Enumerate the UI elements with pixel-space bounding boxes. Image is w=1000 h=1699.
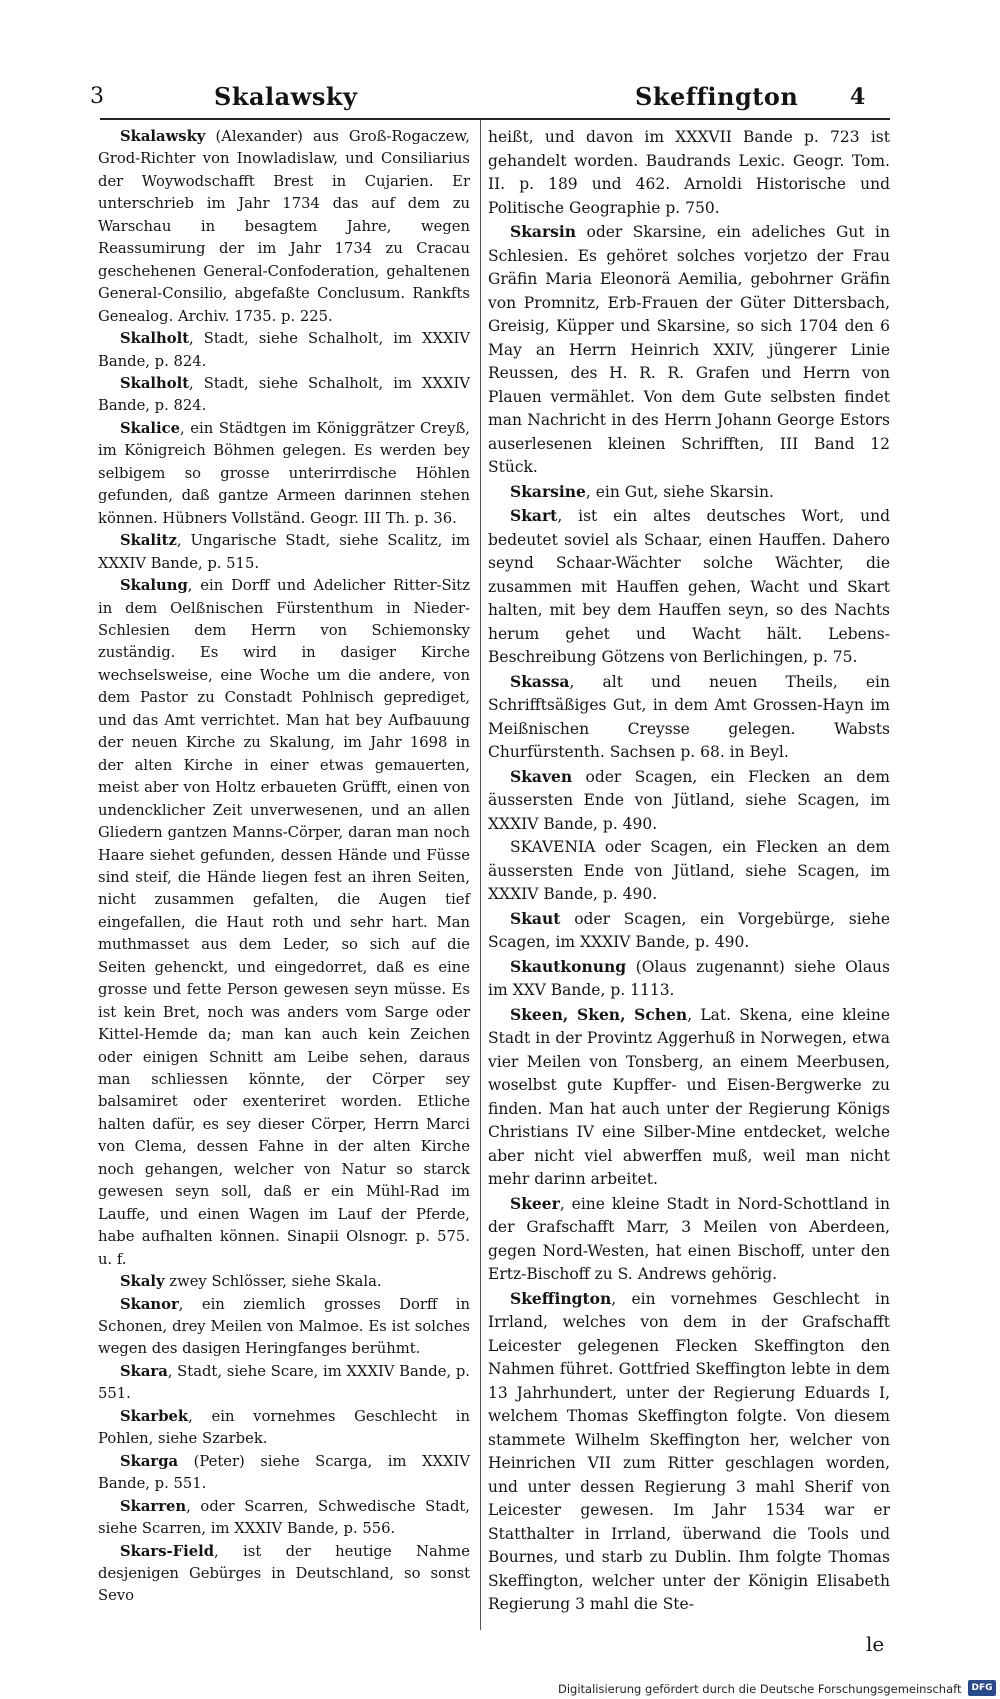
entry-lemma: Skalawsky bbox=[120, 128, 206, 145]
entry-lemma: Skeffington bbox=[510, 1288, 612, 1308]
entry-text: zwey Schlösser, siehe Skala. bbox=[164, 1273, 382, 1291]
entry-text: , ein Gut, siehe Skarsin. bbox=[585, 482, 774, 501]
entry-text: oder Scagen, ein Flecken an dem äussersten Ende von Jütland, siehe Scagen, im XXXIV Bande, p. 490. bbox=[488, 838, 890, 903]
entry-text: , Stadt, siehe Schalholt, im XXXIV Bande, p. 824. bbox=[98, 330, 470, 370]
entry-lemma: Skalice bbox=[120, 419, 181, 437]
entry-text: , eine kleine Stadt in Nord-Schottland in der Grafschafft Marr, 3 Meilen von Aberdeen, gegen Nord-Westen, hat einen Bischoff, unter den Ertz-Bischoff zu S. Andrews gehörig. bbox=[488, 1194, 890, 1283]
dictionary-entry bbox=[488, 480, 890, 505]
running-header bbox=[90, 82, 900, 120]
dictionary-entry bbox=[488, 1192, 890, 1287]
header-catchword-left: Skalawsky bbox=[214, 82, 358, 111]
right-column bbox=[488, 126, 890, 1617]
entry-text: , ein Städtgen im Königgrätzer Creyß, im Königreich Böhmen gelegen. Es werden bey selbigem so grosse unterirrdische Höhlen gefunden, daß gantze Armeen darinnen stehen können. Hübners Vollständ. Geogr. III Th. p. 36. bbox=[98, 419, 470, 527]
entry-text: , ein Dorff und Adelicher Ritter-Sitz in dem Oelßnischen Fürstenthum in Nieder-Schlesien dem Herrn von Schiemonsky zuständig. Es wird in dasiger Kirche wechselsweise, eine Woche um die andere, von dem Pastor zu Constadt Pohlnisch geprediget, und das Amt verrichtet. Man hat bey Aufbauung der neuen Kirche zu Skalung, im Jahr 1698 in der alten Kirche in einer etwas gemauerten, meist aber von Holtz erbaueten Grüfft, einen von undencklicher Zeit unverwesenen, und an allen Gliedern gantzen Manns-Cörper, daran man noch Haare siehet gefunden, dessen Hände und Füsse sind steif, die Hände liegen fest an ihren Seiten, nicht zusammen gefalten, die Augen tief eingefallen, die Haut roth und sehr hart. Man muthmasset aus dem Leder, so sich auf die Seiten gehenckt, und eingedorret, daß es eine grosse und fette Person gewesen seyn müsse. Es ist kein Bret, noch was anders vom Sarge oder Kittel-Hemde da; man kan auch kein Zeichen oder einigen Schnitt am Leibe sehen, daraus man schliessen könnte, der Cörper sey balsamiret oder exenteriret worden. Etliche halten dafür, es sey dieser Cörper, Herrn Marci von Clema, dessen Fahne in der alten Kirche noch gehangen, welcher von Natur so starck gewesen seyn soll, daß er ein Mühl-Rad im Lauffe, und einen Wagen im Lauf der Pferde, habe aufhalten können. Sinapii Olsnogr. p. 575. u. f. bbox=[98, 577, 470, 1268]
entry-lemma: Skalholt bbox=[120, 330, 190, 348]
entry-text: oder Scagen, ein Flecken an dem äussersten Ende von Jütland, siehe Scagen, im XXXIV Bande, p. 490. bbox=[488, 767, 890, 833]
entry-text: , ein ziemlich grosses Dorff in Schonen, drey Meilen von Malmoe. Es ist solches wegen des dasigen Heringfanges berühmt. bbox=[98, 1295, 470, 1358]
footer bbox=[540, 1679, 1000, 1699]
dictionary-entry bbox=[98, 1496, 470, 1541]
entry-text: oder Scagen, ein Vorgebürge, siehe Scagen, im XXXIV Bande, p. 490. bbox=[488, 909, 890, 951]
entry-lemma: Skeen, Sken, Schen bbox=[510, 1004, 688, 1024]
entry-lemma: Skaut bbox=[510, 908, 561, 928]
entry-lemma: Skalitz bbox=[120, 532, 177, 550]
entry-text: , ist ein altes deutsches Wort, und bedeutet soviel als Schaar, einen Hauffen. Dahero seynd Schaar-Wächter solche Wächter, die zusammen mit Hauffen gehen, Wacht und Skart halten, mit bey dem Hauffen seyn, so des Nachts herum gehet und Wacht hält. Lebens-Beschreibung Götzens von Berlichingen, p. 75. bbox=[488, 507, 890, 666]
entry-text: , alt und neuen Theils, ein Schrifftsäßiges Gut, in dem Amt Grossen-Hayn im Meißnischen Creysse gelegen. Wabsts Churfürstenth. Sachsen p. 68. in Beyl. bbox=[488, 672, 890, 761]
entry-text: , ein vornehmes Geschlecht in Irrland, welches von dem in der Grafschafft Leicester gelegenen Flecken Skeffington den Nahmen führet. Gottfried Skeffington lebte in dem 13 Jahrhundert, unter der Regierung Eduards I, welchem Thomas Skeffington folgte. Von diesem stammete Wilhelm Skeffington her, welcher von Heinrichen VII zum Ritter geschlagen worden, und unter dessen Regierung 3 mahl Sherif von Leicester gewesen. Im Jahr 1534 war er Statthalter in Irrland, überwand die Tools und Bournes, und starb zu Dublin. Ihm folgte Thomas Skeffington, welcher unter der Königin Elisabeth Regierung 3 mahl die Ste- bbox=[488, 1289, 890, 1613]
page-number-right: 4 bbox=[850, 84, 866, 110]
dictionary-entry bbox=[98, 418, 470, 530]
dictionary-entry bbox=[488, 1003, 890, 1192]
entry-lemma: Skautkonung bbox=[510, 956, 627, 976]
dictionary-entry bbox=[98, 126, 470, 328]
dictionary-entry bbox=[98, 1541, 470, 1608]
entry-lemma: Skarbek bbox=[120, 1407, 189, 1425]
entry-lemma: Skaven bbox=[510, 766, 573, 786]
entry-text: , ein vornehmes Geschlecht in Pohlen, siehe Szarbek. bbox=[98, 1407, 470, 1448]
entry-lemma: Skarsine bbox=[510, 481, 586, 501]
dictionary-entry bbox=[488, 670, 890, 765]
entry-lemma: Skassa bbox=[510, 671, 570, 691]
dictionary-entry bbox=[98, 1294, 470, 1361]
dictionary-entry bbox=[98, 1406, 470, 1451]
entry-text: heißt, und davon im XXXVII Bande p. 723 ist gehandelt worden. Baudrands Lexic. Geogr. Tom. II. p. 189 und 462. Arnoldi Historische und Politische Geographie p. 750. bbox=[488, 128, 890, 217]
dictionary-entry bbox=[488, 836, 890, 907]
entry-text: , Lat. Skena, eine kleine Stadt in der Provintz Aggerhuß in Norwegen, etwa vier Meilen von Tonsberg, an einem Meerbusen, woselbst gute Kupffer- und Eisen-Bergwerke zu finden. Man hat auch unter der Regierung Königs Christians IV eine Silber-Mine entdecket, welche aber nicht viel abwerffen muß, weil man nicht mehr darinn arbeitet. bbox=[488, 1005, 890, 1188]
entry-text: , oder Scarren, Schwedische Stadt, siehe Scarren, im XXXIV Bande, p. 556. bbox=[98, 1497, 470, 1538]
dictionary-entry bbox=[98, 575, 470, 1271]
entry-lemma: Skars-Field bbox=[120, 1542, 215, 1560]
header-catchword-right: Skeffington bbox=[635, 82, 799, 111]
entry-lemma: Skaly bbox=[120, 1273, 165, 1291]
dictionary-entry bbox=[488, 504, 890, 670]
dictionary-entry bbox=[98, 328, 470, 373]
entry-text: oder Skarsine, ein adeliches Gut in Schlesien. Es gehöret solches vorjetzo der Frau Gräfin Maria Eleonorä Aemilia, gebohrner Gräfin von Promnitz, Erb-Frauen der Güter Dittersbach, Greisig, Küpper und Skarsine, so sich 1704 den 6 May an Herrn Heinrich XXIV, jüngerer Linie Reussen, des H. R. R. Grafen und Herrn von Plauen vermählet. Von dem Gute selbsten findet man Nachricht in des Herrn Johann George Estors auserlesenen kleinen Schrifften, III Band 12 Stück. bbox=[488, 223, 890, 476]
catchword: le bbox=[866, 1632, 885, 1656]
dictionary-entry bbox=[488, 955, 890, 1003]
entry-lemma: Skarga bbox=[120, 1452, 179, 1470]
dictionary-entry bbox=[488, 1287, 890, 1617]
entry-text: , Stadt, siehe Schalholt, im XXXIV Bande, p. 824. bbox=[98, 374, 470, 415]
entry-text: , Ungarische Stadt, siehe Scalitz, im XXXIV Bande, p. 515. bbox=[98, 532, 470, 572]
page-number-left: 3 bbox=[90, 84, 104, 109]
entry-lemma: Skanor bbox=[120, 1295, 179, 1313]
dictionary-entry bbox=[98, 1361, 470, 1406]
dictionary-entry bbox=[488, 220, 890, 480]
column-divider bbox=[480, 120, 481, 1630]
entry-text: (Olaus zugenannt) siehe Olaus im XXV Bande, p. 1113. bbox=[488, 957, 890, 999]
dictionary-entry bbox=[98, 530, 470, 575]
entry-text: (Alexander) aus Groß-Rogaczew, Grod-Richter von Inowladislaw, und Consiliarius der Woywodschafft Brest in Cujarien. Er unterschrieb im Jahr 1734 das auf dem zu Warschau in besagtem Jahre, wegen Reassumirung der im Jahr 1734 zu Cracau geschehenen General-Confoderation, gehaltenen General-Consilio, abgefaßte Conclusum. Rankfts Genealog. Archiv. 1735. p. 225. bbox=[98, 128, 470, 325]
entry-lemma: Skalung bbox=[120, 577, 188, 595]
dictionary-entry bbox=[488, 126, 890, 220]
left-column bbox=[98, 126, 470, 1608]
entry-lemma: SKAVENIA bbox=[510, 838, 596, 856]
dictionary-entry bbox=[488, 765, 890, 837]
dictionary-entry bbox=[98, 373, 470, 418]
entry-lemma: Skeer bbox=[510, 1193, 560, 1213]
header-rule bbox=[100, 118, 890, 120]
entry-lemma: Skarren bbox=[120, 1497, 187, 1515]
dictionary-entry bbox=[98, 1451, 470, 1496]
dictionary-entry bbox=[488, 907, 890, 955]
entry-lemma: Skalholt bbox=[120, 374, 190, 392]
entry-text: (Peter) siehe Scarga, im XXXIV Bande, p. 551. bbox=[98, 1452, 470, 1493]
footer-credit: Digitalisierung gefördert durch die Deutsche Forschungsgemeinschaft bbox=[558, 1682, 962, 1696]
dfg-logo: DFG bbox=[968, 1680, 996, 1696]
entry-lemma: Skarsin bbox=[510, 222, 577, 241]
entry-text: , ist der heutige Nahme desjenigen Gebürges in Deutschland, so sonst Sevo bbox=[98, 1542, 470, 1605]
dictionary-entry bbox=[98, 1271, 470, 1293]
entry-lemma: Skara bbox=[120, 1362, 168, 1380]
entry-lemma: Skart bbox=[510, 506, 558, 525]
entry-text: , Stadt, siehe Scare, im XXXIV Bande, p. 551. bbox=[98, 1362, 470, 1403]
